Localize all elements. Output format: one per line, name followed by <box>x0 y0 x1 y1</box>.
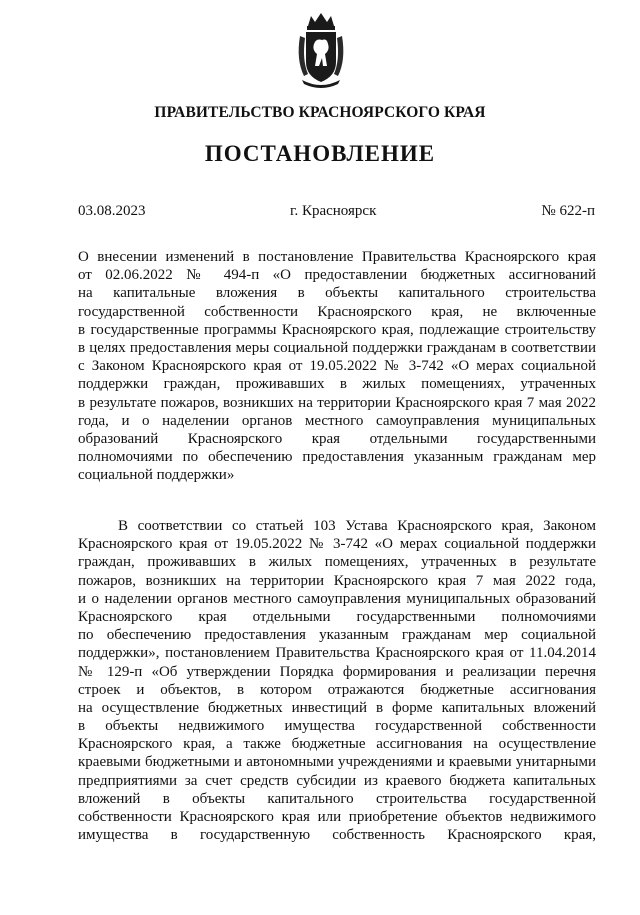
subject-line: полномочиями по обеспечению предоставления указанным гражданам мер <box>78 449 596 466</box>
body-line: граждан, проживавших в жилых помещениях, утраченных в результате <box>78 554 596 571</box>
document-number: № 622-п <box>541 203 595 219</box>
body-line: поддержки», постановлением Правительства Красноярского края от 11.04.2014 <box>78 645 596 662</box>
subject-line: государственной собственности Красноярского края, не включенные <box>78 303 596 320</box>
krasnoyarsk-coat-of-arms-icon <box>294 10 348 88</box>
subject-line: в целях предоставления меры социальной поддержки гражданам в соответствии <box>78 339 596 356</box>
subject-line: образований Красноярского края отдельными государственными <box>78 430 596 447</box>
body-line: вложений в объекты капитального строительства государственной <box>78 790 596 807</box>
body-line: Красноярского края от 19.05.2022 № 3-742 «О мерах социальной поддержки <box>78 536 596 553</box>
body-line: В соответствии со статьей 103 Устава Красноярского края, Законом <box>118 518 596 534</box>
authority-heading: ПРАВИТЕЛЬСТВО КРАСНОЯРСКОГО КРАЯ <box>154 104 486 121</box>
body-line: № 129-п «Об утверждении Порядка формирования и реализации перечня <box>78 663 596 680</box>
subject-line: в государственные программы Красноярского края, подлежащие строительству <box>78 321 596 338</box>
document-subject <box>78 248 596 484</box>
document-type-title: ПОСТАНОВЛЕНИЕ <box>204 141 436 166</box>
subject-line: социальной поддержки» <box>78 467 235 484</box>
document-meta-row <box>78 203 595 223</box>
body-line: Красноярского края, а также бюджетные ассигнования на осуществление <box>78 736 596 753</box>
body-line: на осуществление бюджетных инвестиций в форме капитальных вложений <box>78 699 596 716</box>
body-line: собственности Красноярского края или приобретение объектов недвижимого <box>78 809 596 825</box>
body-line: краевыми бюджетными и автономными учреждениями и краевыми унитарными <box>78 754 596 771</box>
body-line: по обеспечению предоставления указанным гражданам мер социальной <box>78 627 596 644</box>
subject-line: поддержки граждан, проживавших в жилых помещениях, утраченных <box>78 376 596 393</box>
body-line: и о наделении органов местного самоуправления муниципальных образований <box>78 590 596 607</box>
subject-line: в результате пожаров, возникших на территории Красноярского края 7 мая 2022 <box>78 394 596 411</box>
subject-line: на капитальные вложения в объекты капитального строительства <box>78 285 596 302</box>
body-line: пожаров, возникших на территории Красноярского края 7 мая 2022 года, <box>78 572 596 589</box>
subject-line: года, и о наделении органов местного самоуправления муниципальных <box>78 412 596 429</box>
subject-line: О внесении изменений в постановление Правительства Красноярского края <box>78 249 596 265</box>
body-line: имущества в государственную собственность Красноярского края, <box>78 827 596 844</box>
document-date: 03.08.2023 <box>78 203 146 219</box>
document-city: г. Красноярск <box>290 203 377 219</box>
body-line: Красноярского края отдельными государственными полномочиями <box>78 608 596 625</box>
document-body <box>78 517 596 844</box>
body-line: строек и объектов, в котором отражаются бюджетные ассигнования <box>78 681 596 698</box>
subject-line: с Законом Красноярского края от 19.05.2022 № 3-742 «О мерах социальной <box>78 358 596 375</box>
subject-line: от 02.06.2022 № 494-п «О предоставлении бюджетных ассигнований <box>78 267 596 284</box>
body-line: в объекты недвижимого имущества государственной собственности <box>78 718 596 735</box>
body-line: предприятиями за счет средств субсидии из краевого бюджета капитальных <box>78 772 596 789</box>
